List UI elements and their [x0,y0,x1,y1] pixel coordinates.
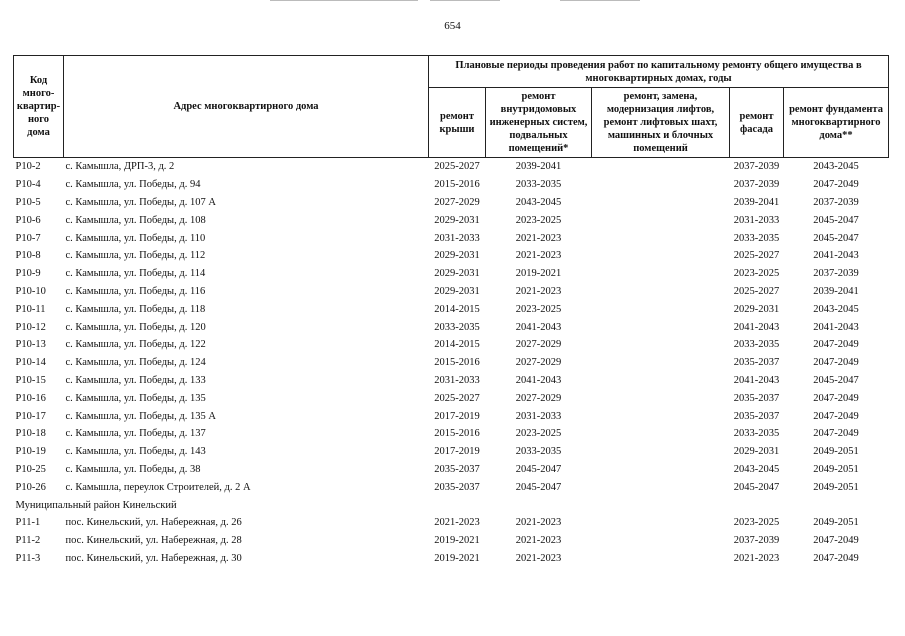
cell-lifts [592,211,730,229]
cell-address: с. Камышла, ул. Победы, д. 94 [65,179,201,191]
table-row [14,265,889,283]
cell-systems: 2023-2025 [515,303,562,315]
cell-roof: 2025-2027 [429,158,486,176]
cell-foundation: 2037-2039 [813,196,859,208]
cell-lifts [592,372,730,390]
cell-lifts [592,407,730,425]
table-row [14,407,889,425]
cell-address: с. Камышла, ул. Победы, д. 120 [65,321,206,333]
cell-facade: 2033-2035 [733,232,780,244]
header-code-line: дома [27,127,50,138]
header-code [14,56,64,158]
header-code-line: квартир- [16,101,61,112]
cell-systems: 2033-2035 [515,179,562,191]
cell-foundation: 2047-2049 [813,535,859,547]
cell-code: Р10-4 [15,179,41,191]
table-row [14,336,889,354]
cell-code: Р10-12 [15,321,46,333]
cell-address: с. Камышла, ул. Победы, д. 124 [65,357,206,369]
cell-roof: 2019-2021 [434,535,480,547]
cell-foundation: 2047-2049 [813,410,859,422]
cell-systems: 2041-2043 [515,374,562,386]
cell-lifts [592,532,730,550]
cell-foundation: 2037-2039 [813,268,859,280]
cell-address: с. Камышла, переулок Строителей, д. 2 А [65,481,251,493]
cell-facade: 2035-2037 [733,392,780,404]
cell-address: с. Камышла, ул. Победы, д. 133 [65,374,206,386]
cell-facade: 2041-2043 [733,321,780,333]
cell-systems: 2039-2041 [486,158,592,176]
cell-foundation: 2045-2047 [813,374,859,386]
cell-address: пос. Кинельский, ул. Набережная, д. 28 [65,535,242,547]
cell-systems: 2045-2047 [515,463,562,475]
cell-lifts [592,158,730,176]
cell-foundation: 2045-2047 [813,214,859,226]
cell-foundation: 2049-2051 [813,517,859,529]
header-facade: ремонт фасада [730,88,784,158]
cell-roof: 2017-2019 [434,446,480,458]
cell-code: Р11-1 [15,517,41,529]
cell-systems: 2031-2033 [515,410,562,422]
cell-foundation: 2049-2051 [813,446,859,458]
cell-lifts [592,176,730,194]
cell-systems: 2027-2029 [515,392,562,404]
header-roof: ремонт крыши [429,88,486,158]
cell-code: Р10-17 [15,410,46,422]
cell-systems: 2033-2035 [515,446,562,458]
cell-foundation: 2047-2049 [813,179,859,191]
header-code-line: много- [22,88,55,99]
table-row [14,318,889,336]
cell-address: с. Камышла, ул. Победы, д. 122 [65,339,206,351]
cell-code: Р10-11 [15,303,46,315]
cell-facade: 2025-2027 [733,250,780,262]
cell-facade: 2039-2041 [733,196,780,208]
cell-systems: 2021-2023 [515,232,562,244]
table-row [14,478,889,496]
cell-roof: 2035-2037 [434,463,480,475]
cell-address: с. Камышла, ул. Победы, д. 143 [65,446,206,458]
table-row [14,300,889,318]
cell-address: с. Камышла, ул. Победы, д. 116 [65,285,206,297]
cell-address: с. Камышла, ул. Победы, д. 114 [65,268,206,280]
cell-roof: 2031-2033 [434,232,480,244]
cell-code: Р10-18 [15,428,46,440]
cell-facade: 2043-2045 [733,463,780,475]
cell-facade: 2035-2037 [733,410,780,422]
cell-foundation: 2041-2043 [813,321,859,333]
cell-roof: 2021-2023 [434,517,480,529]
cell-lifts [592,229,730,247]
cell-address: пос. Кинельский, ул. Набережная, д. 26 [65,517,242,529]
cell-lifts [592,478,730,496]
cell-facade: 2041-2043 [733,374,780,386]
cell-address: с. Камышла, ул. Победы, д. 118 [65,303,206,315]
cell-address: с. Камышла, ул. Победы, д. 135 А [65,410,216,422]
cell-foundation: 2047-2049 [813,392,859,404]
cell-code: Р10-14 [15,357,46,369]
cell-code: Р10-10 [15,285,46,297]
cell-facade: 2037-2039 [730,158,784,176]
cell-address: с. Камышла, ул. Победы, д. 110 [65,232,206,244]
cell-address: с. Камышла, ДРП-3, д. 2 [64,158,429,176]
cell-lifts [592,354,730,372]
cell-lifts [592,283,730,301]
cell-foundation: 2047-2049 [813,552,859,564]
table-row [14,389,889,407]
cell-lifts [592,425,730,443]
cell-systems: 2027-2029 [515,357,562,369]
cell-lifts [592,514,730,532]
cell-foundation: 2043-2045 [784,158,889,176]
cell-facade: 2037-2039 [733,535,780,547]
cell-systems: 2023-2025 [515,214,562,226]
table-row [14,194,889,212]
cell-code: Р10-7 [15,232,41,244]
table-row [14,550,889,568]
cell-facade: 2031-2033 [733,214,780,226]
cell-address: с. Камышла, ул. Победы, д. 137 [65,428,206,440]
header-periods-title: Плановые периоды проведения работ по капитальному ремонту общего имущества в многоквартирных домах, годы [429,56,889,88]
table-row [14,372,889,390]
cell-lifts [592,318,730,336]
cell-lifts [592,265,730,283]
header-foundation: ремонт фундамента многоквартирного дома** [784,88,889,158]
cell-systems: 2043-2045 [515,196,562,208]
cell-facade: 2035-2037 [733,357,780,369]
cell-systems: 2021-2023 [515,285,562,297]
cell-systems: 2021-2023 [515,517,562,529]
cell-roof: 2029-2031 [434,285,480,297]
header-code-line: Код [29,75,48,86]
cell-code: Р10-6 [15,214,41,226]
cell-address: с. Камышла, ул. Победы, д. 135 [65,392,206,404]
cell-address: с. Камышла, ул. Победы, д. 108 [65,214,206,226]
cell-systems: 2019-2021 [515,268,562,280]
cell-code: Р10-16 [15,392,46,404]
cell-address: пос. Кинельский, ул. Набережная, д. 30 [65,552,242,564]
capital-repair-table [13,55,889,567]
table-row [14,211,889,229]
table-row [14,425,889,443]
cell-lifts [592,194,730,212]
cell-lifts [592,300,730,318]
cell-code: Р11-2 [15,535,41,547]
cell-facade: 2023-2025 [733,517,780,529]
cell-foundation: 2039-2041 [813,285,859,297]
table-row [14,532,889,550]
cell-systems: 2041-2043 [515,321,562,333]
page-number: 654 [444,20,461,32]
cell-code: Р10-13 [15,339,46,351]
cell-facade: 2025-2027 [733,285,780,297]
cell-roof: 2015-2016 [434,357,480,369]
cell-foundation: 2041-2043 [813,250,859,262]
table-row [14,176,889,194]
cell-code: Р10-8 [15,250,41,262]
cell-systems: 2021-2023 [515,535,562,547]
table-row [14,514,889,532]
header-code-line: ного [27,114,50,125]
cell-code: Р10-15 [15,374,46,386]
table-row [14,283,889,301]
cell-lifts [592,336,730,354]
top-rule [270,0,418,1]
cell-facade: 2023-2025 [733,268,780,280]
top-rule [430,0,500,1]
cell-facade: 2021-2023 [733,552,780,564]
cell-address: с. Камышла, ул. Победы, д. 107 А [65,196,216,208]
cell-roof: 2015-2016 [434,428,480,440]
cell-systems: 2023-2025 [515,428,562,440]
table-row [14,461,889,479]
cell-foundation: 2049-2051 [813,463,859,475]
table-row [14,354,889,372]
cell-roof: 2014-2015 [434,303,480,315]
cell-foundation: 2045-2047 [813,232,859,244]
cell-lifts [592,550,730,568]
header-lifts: ремонт, замена, модернизация лифтов, ремонт лифтовых шахт, машинных и блочных помещений [592,88,730,158]
cell-lifts [592,461,730,479]
cell-code: Р11-3 [15,552,41,564]
cell-code: Р10-25 [15,463,46,475]
table-row [14,158,889,176]
cell-roof: 2019-2021 [434,552,480,564]
cell-lifts [592,443,730,461]
cell-facade: 2033-2035 [733,339,780,351]
table-row [14,247,889,265]
cell-code: Р10-2 [14,158,64,176]
cell-foundation: 2047-2049 [813,357,859,369]
cell-roof: 2017-2019 [434,410,480,422]
cell-facade: 2033-2035 [733,428,780,440]
cell-address: с. Камышла, ул. Победы, д. 112 [65,250,206,262]
header-address: Адрес многоквартирного дома [64,56,429,158]
cell-foundation: 2047-2049 [813,339,859,351]
table-row [14,229,889,247]
cell-roof: 2035-2037 [434,481,480,493]
cell-systems: 2045-2047 [515,481,562,493]
table-row [14,443,889,461]
cell-roof: 2029-2031 [434,214,480,226]
header-systems: ремонт внутридомовых инженерных систем, подвальных помещений* [486,88,592,158]
cell-facade: 2045-2047 [733,481,780,493]
cell-address: с. Камышла, ул. Победы, д. 38 [65,463,201,475]
table-body [14,158,889,568]
cell-code: Р10-9 [15,268,41,280]
cell-lifts [592,247,730,265]
cell-foundation: 2043-2045 [813,303,859,315]
cell-roof: 2027-2029 [434,196,480,208]
cell-foundation: 2047-2049 [813,428,859,440]
cell-systems: 2027-2029 [515,339,562,351]
cell-lifts [592,389,730,407]
cell-systems: 2021-2023 [515,250,562,262]
section-row [14,496,889,514]
cell-code: Р10-19 [15,446,46,458]
cell-roof: 2031-2033 [434,374,480,386]
cell-roof: 2015-2016 [434,179,480,191]
cell-roof: 2029-2031 [434,268,480,280]
cell-code: Р10-26 [15,481,46,493]
cell-facade: 2037-2039 [733,179,780,191]
top-rule [560,0,640,1]
cell-foundation: 2049-2051 [813,481,859,493]
cell-code: Р10-5 [15,196,41,208]
cell-facade: 2029-2031 [733,446,780,458]
cell-facade: 2029-2031 [733,303,780,315]
section-title: Муниципальный район Кинельский [15,499,177,511]
cell-roof: 2025-2027 [434,392,480,404]
cell-roof: 2014-2015 [434,339,480,351]
cell-systems: 2021-2023 [515,552,562,564]
cell-roof: 2033-2035 [434,321,480,333]
cell-roof: 2029-2031 [434,250,480,262]
